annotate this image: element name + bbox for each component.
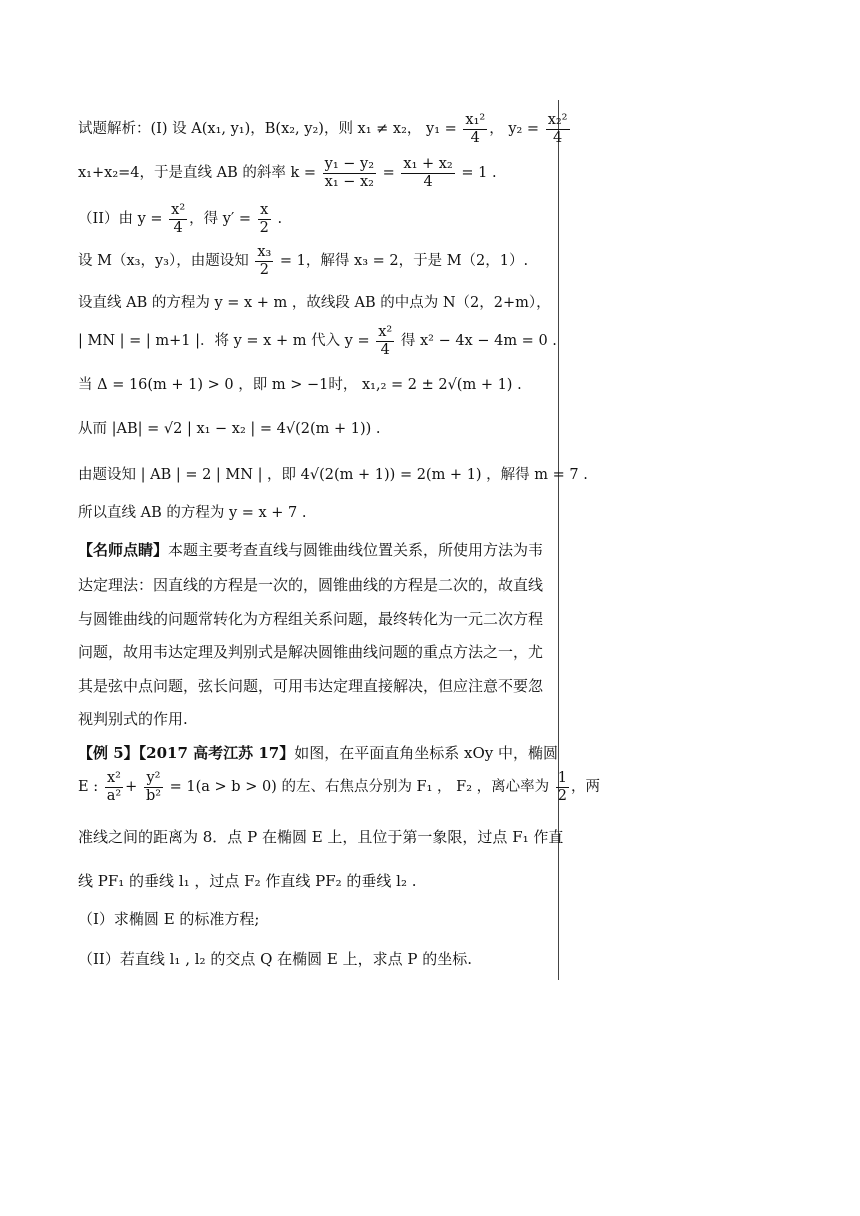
text: 由题设知 | AB | = 2 | MN | ，即 4√(2(m + 1)) = 2(m + 1) ，解得 m = 7 . [78,467,588,483]
denominator: 4 [380,341,390,358]
text: y′ = [222,211,251,228]
example-line-1 [78,744,558,763]
numerator: y² [144,770,163,788]
commentary-label: 【名师点睛】 [78,541,169,559]
example-label: 【例 5】 [78,744,139,762]
text: 当 Δ = 16(m + 1) > 0 ，即 m > −1时， x₁,₂ = 2 ± 2√(m + 1) . [78,377,522,393]
solution-line-3: （II）由 y = $\frac{\text{x²}}{4}$ ，得 y′ = $\frac{x}{2}$ . [78,202,283,236]
solution-line-1 [78,112,572,146]
text: y = [137,211,163,228]
denominator: a² [106,787,122,804]
text: y₂ = [508,121,540,138]
text: （II）若直线 l₁ , l₂ 的交点 Q 在椭圆 E 上，求点 P 的坐标. [78,950,473,968]
solution-line-4 [78,244,528,278]
solution-line-5 [78,294,551,312]
fraction-y1 [463,112,487,146]
text: 试题解析：(I) 设 A(x₁, y₁)，B(x₂, y₂)，则 x₁ ≠ x₂， [78,121,422,138]
numerator: y₁ − y₂ [324,156,375,172]
text: 准线之间的距离为 8．点 P 在椭圆 E 上，且位于第一象限，过点 F₁ 作直 [78,828,564,846]
text: 达定理法：因直线的方程是一次的，圆锥曲线的方程是二次的，故直线 [78,576,544,594]
example-source: 【2017 高考江苏 17】 [138,744,295,762]
denominator: 4 [552,129,563,146]
text: 从而 |AB| = √2 | x₁ − x₂ | = 4√(2(m + 1)) . [78,421,381,437]
question-2 [78,950,472,969]
text: E : [78,779,99,796]
text: 设直线 AB 的方程为 y = x + m ，故线段 AB 的中点为 N（2，2+m）， [78,295,551,311]
example-line-2 [78,770,600,804]
commentary-line-1 [78,541,543,560]
numerator: x² [105,770,123,788]
solution-line-6 [78,324,557,358]
text: 线 PF₁ 的垂线 l₁ ，过点 F₂ 作直线 PF₂ 的垂线 l₂ . [78,872,417,890]
commentary-line-4 [78,643,543,662]
text: 视判别式的作用. [78,710,188,728]
numerator: 1 [557,770,567,786]
text: ，两 [570,779,600,796]
commentary-line-2 [78,576,543,595]
fraction-eccentricity [556,770,569,804]
column-divider [558,100,559,980]
text: ，得 [189,211,219,228]
text: = 1 . [461,165,497,182]
numerator: x₂² [547,112,568,128]
text: 与圆锥曲线的问题常转化为方程组关系问题，最终转化为一元二次方程 [78,610,544,628]
text: 所以直线 AB 的方程为 y = x + 7 . [78,505,307,521]
numerator: x [258,202,271,220]
solution-line-2: x₁+x₂=4，于是直线 AB 的斜率 k = $\frac{\text{y₁ − y₂}}{\text{x₁ − x₂}}$ = $\frac{\text{x₁ + x₂}}{4}$ = 1 . [78,156,497,190]
text: + [125,779,138,796]
fraction-slope [323,156,376,190]
question-1 [78,910,259,929]
fraction-derivative [258,202,271,236]
example-line-4 [78,872,417,891]
solution-line-7 [78,376,522,394]
solution-line-8 [78,420,381,438]
denominator: x₁ − x₂ [324,173,374,190]
text: | MN | = | m+1 |．将 y = x + m 代入 y = [78,333,370,350]
fraction-ellipse-x [105,770,123,804]
text: 如图，在平面直角坐标系 xOy 中，椭圆 [294,744,559,762]
text: = 1(a > b > 0) 的左、右焦点分别为 F₁ ， F₂ ，离心率为 [169,779,550,796]
text: 本题主要考查直线与圆锥曲线位置关系，所使用方法为韦 [168,541,544,559]
denominator: 4 [423,173,433,190]
example-line-3 [78,828,563,847]
text: 问题，故用韦达定理及判别式是解决圆锥曲线问题的重点方法之一，尤 [78,643,544,661]
text: x₁+x₂=4，于是直线 AB 的斜率 k = [78,165,317,182]
solution-line-9 [78,466,588,484]
numerator: x² [378,324,393,340]
solution-line-10 [78,504,307,522]
fraction-x3 [255,244,273,278]
text: y₁ = [426,121,457,138]
numerator: x₃ [257,244,272,260]
fraction-ellipse-y [144,770,163,804]
commentary-line-3 [78,610,543,629]
numerator: x₁ + x₂ [403,156,453,172]
commentary-line-6 [78,710,188,729]
numerator: x₁² [465,112,486,128]
text: ， [489,121,504,138]
fraction-parabola [169,202,187,236]
denominator: 2 [259,261,269,278]
commentary-line-5 [78,677,543,696]
text: 其是弦中点问题，弦长问题，可用韦达定理直接解决，但应注意不要忽 [78,677,544,695]
fraction-x2-over-4 [376,324,394,358]
denominator: 4 [470,129,480,146]
text: （II）由 [78,211,133,228]
numerator: x² [171,202,186,218]
fraction-sum [401,156,454,190]
denominator: 2 [557,787,567,804]
denominator: 2 [259,219,269,236]
denominator: 4 [173,219,183,236]
text: 设 M（x₃，y₃），由题设知 [78,253,249,270]
text: 得 x² − 4x − 4m = 0 . [400,333,557,350]
denominator: b² [145,787,162,804]
fraction-y2 [546,112,570,146]
text: = 1，解得 x₃ = 2，于是 M（2，1）. [279,253,529,270]
text: （I）求椭圆 E 的标准方程; [78,910,260,928]
